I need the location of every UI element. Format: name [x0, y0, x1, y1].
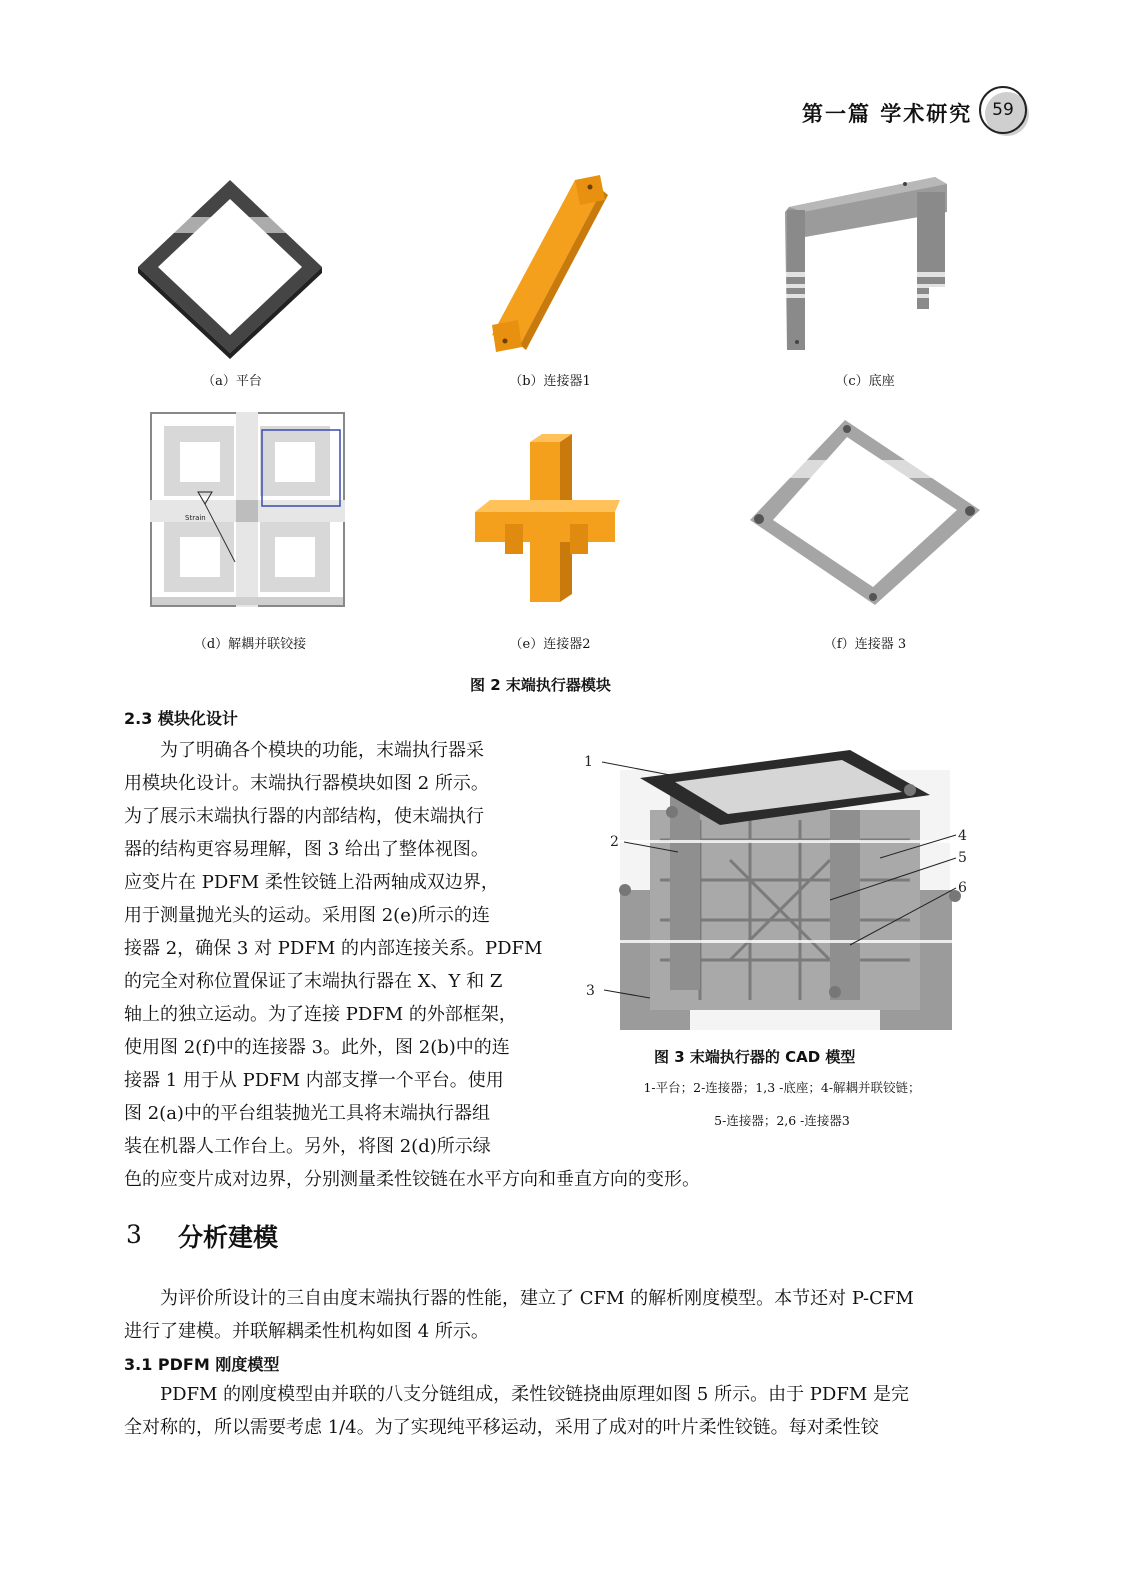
section-3-1-body — [124, 1378, 1024, 1444]
body-line: 用模块化设计。末端执行器模块如图 2 所示。 — [124, 773, 489, 794]
figure-2b-caption: （b）连接器1 — [509, 374, 591, 389]
section-2-3-heading: 2.3 模块化设计 — [124, 709, 238, 728]
callout-label-4: 4 — [958, 828, 967, 844]
figure-2c-caption: （c）底座 — [835, 374, 895, 389]
section-3-body — [124, 1282, 1024, 1348]
callout-label-1: 1 — [584, 754, 593, 770]
figure-3-legend-line-1: 1-平台；2-连接器；1,3 -底座；4-解耦并联铰链； — [643, 1080, 921, 1095]
body-line: 接器 2，确保 3 对 PDFM 的内部连接关系。PDFM — [124, 938, 543, 959]
body-line: 器的结构更容易理解，图 3 给出了整体视图。 — [124, 839, 489, 860]
body-line: 进行了建模。并联解耦柔性机构如图 4 所示。 — [124, 1321, 489, 1342]
body-line: 图 2(a)中的平台组装抛光工具将末端执行器组 — [124, 1103, 490, 1124]
body-line: 轴上的独立运动。为了连接 PDFM 的外部框架， — [124, 1004, 517, 1025]
figure-2a-platform-image — [130, 175, 330, 355]
body-line: 接器 1 用于从 PDFM 内部支撑一个平台。使用 — [124, 1070, 504, 1091]
figure-2f-caption: （f）连接器 3 — [823, 637, 907, 652]
section-3-1-heading: 3.1 PDFM 刚度模型 — [124, 1355, 280, 1374]
section-2-3-body — [124, 734, 554, 1163]
body-line: 的完全对称位置保证了末端执行器在 X、Y 和 Z — [124, 971, 503, 992]
figure-2e-connector2-image — [470, 432, 620, 610]
body-line: 为了展示末端执行器的内部结构，使末端执行 — [124, 806, 484, 827]
page-number: 59 — [979, 86, 1027, 134]
figure-2d-caption: （d）解耦并联铰接 — [193, 637, 307, 652]
figure-3-caption: 图 3 末端执行器的 CAD 模型 — [654, 1048, 856, 1066]
figure-3-cad-model-image — [580, 740, 980, 1040]
figure-2f-connector3-image — [745, 415, 985, 610]
strain-label: Strain — [185, 514, 206, 522]
figure-2a-caption: （a）平台 — [202, 374, 262, 389]
figure-2e-caption: （e）连接器2 — [509, 637, 591, 652]
body-line-full-width: 色的应变片成对边界，分别测量柔性铰链在水平方向和垂直方向的变形。 — [124, 1169, 700, 1190]
body-line: 为评价所设计的三自由度末端执行器的性能，建立了 CFM 的解析刚度模型。本节还对 P-CFM — [160, 1288, 914, 1309]
callout-label-3: 3 — [586, 983, 595, 999]
figure-2-caption: 图 2 末端执行器模块 — [470, 676, 611, 694]
body-line: 全对称的，所以需要考虑 1/4。为了实现纯平移运动，采用了成对的叶片柔性铰链。每对柔性铰 — [124, 1417, 879, 1438]
callout-label-2: 2 — [610, 834, 619, 850]
body-line: 应变片在 PDFM 柔性铰链上沿两轴成双边界， — [124, 872, 499, 893]
section-3-number: 3 — [126, 1220, 142, 1249]
body-line: 为了明确各个模块的功能，末端执行器采 — [160, 740, 484, 761]
body-line: 装在机器人工作台上。另外，将图 2(d)所示绿 — [124, 1136, 491, 1157]
figure-2c-base-image — [775, 172, 955, 357]
body-line: PDFM 的刚度模型由并联的八支分链组成，柔性铰链挠曲原理如图 5 所示。由于 PDFM 是完 — [160, 1384, 909, 1405]
callout-label-5: 5 — [958, 850, 967, 866]
figure-2b-connector1-image — [480, 175, 620, 355]
running-header: 第一篇 学术研究 — [802, 101, 973, 126]
body-line: 用于测量抛光头的运动。采用图 2(e)所示的连 — [124, 905, 490, 926]
body-line: 使用图 2(f)中的连接器 3。此外，图 2(b)中的连 — [124, 1037, 510, 1058]
section-3-title: 分析建模 — [178, 1223, 279, 1252]
figure-3-legend-line-2: 5-连接器；2,6 -连接器3 — [714, 1113, 850, 1128]
callout-label-6: 6 — [958, 880, 967, 896]
figure-2d-hinge-image — [150, 412, 345, 607]
